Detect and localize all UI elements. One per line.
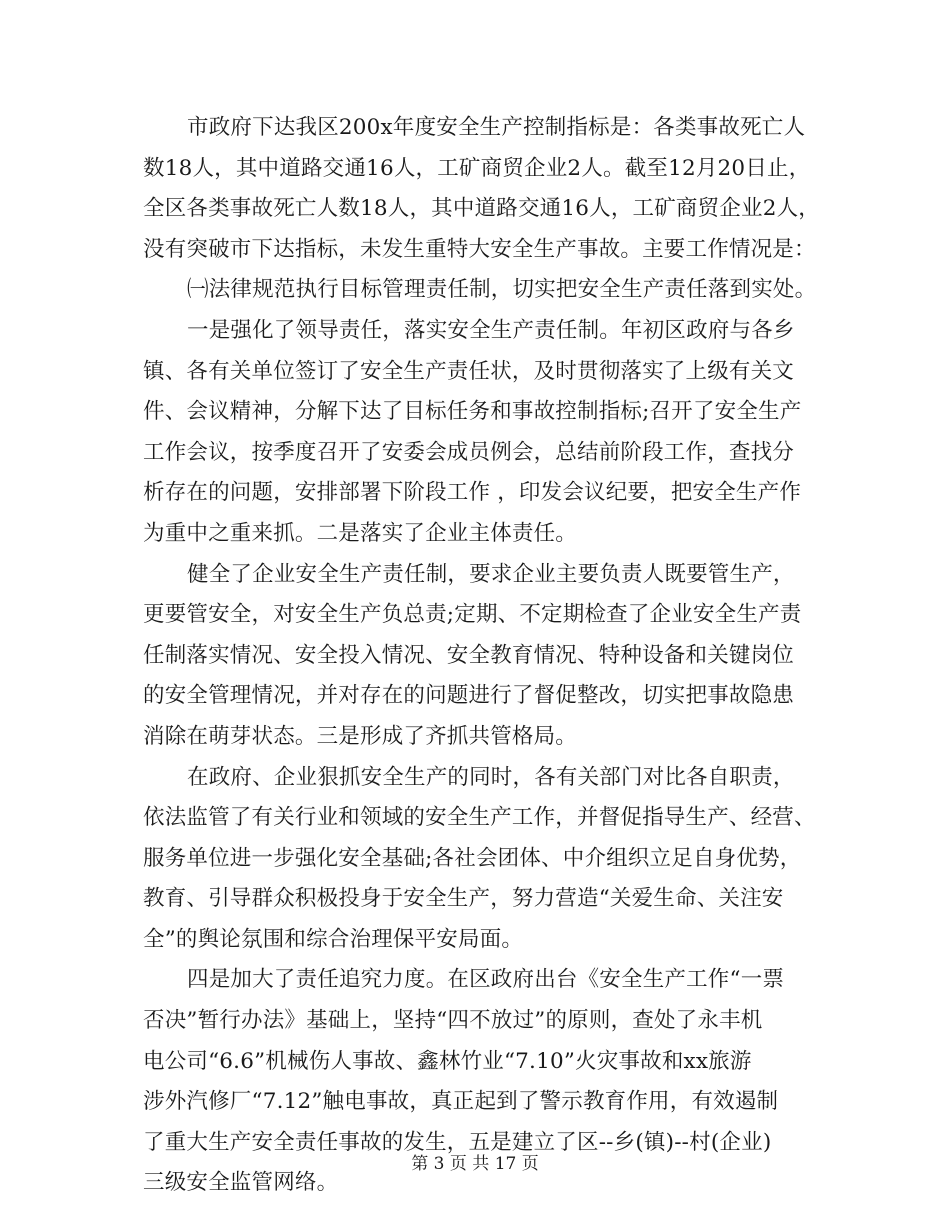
text-line: 市政府下达我区200x年度安全生产控制指标是：各类事故死亡人 [187, 115, 806, 140]
text-line: 更要管安全，对安全生产负总责;定期、不定期检查了企业安全生产责 [143, 602, 802, 628]
document-body [143, 108, 823, 1204]
text-line: 析存在的问题，安排部署下阶段工作 ，印发会议纪要，把安全生产作 [143, 480, 802, 506]
text-line: 健全了企业安全生产责任制，要求企业主要负责人既要管生产， [187, 561, 795, 587]
text-line: 依法监管了有关行业和领域的安全生产工作，并督促指导生产、经营、 [143, 805, 816, 831]
text-line: 全区各类事故死亡人数18人，其中道路交通16人，工矿商贸企业2人， [143, 196, 820, 222]
text-line: 四是加大了责任追究力度。在区政府出台《安全生产工作“一票 [187, 967, 785, 993]
text-line: 电公司“6.6”机械伤人事故、鑫林竹业“7.10”火灾事故和xx旅游 [143, 1048, 752, 1074]
section-heading: ㈠法律规范执行目标管理责任制，切实把安全生产责任落到实处。 [187, 277, 817, 303]
text-line: 工作会议，按季度召开了安委会成员例会，总结前阶段工作，查找分 [143, 439, 795, 465]
text-line: 教育、引导群众积极投身于安全生产，努力营造“关爱生命、关注安 [143, 886, 784, 912]
text-line: 三级安全监管网络。 [143, 1170, 339, 1196]
text-line: 消除在萌芽状态。三是形成了齐抓共管格局。 [143, 723, 578, 749]
text-line: 服务单位进一步强化安全基础;各社会团体、中介组织立足自身优势， [143, 845, 802, 871]
text-line: 任制落实情况、安全投入情况、安全教育情况、特种设备和关键岗位 [143, 642, 795, 668]
text-line: 的安全管理情况，并对存在的问题进行了督促整改，切实把事故隐患 [143, 683, 795, 709]
text-line: 为重中之重来抓。二是落实了企业主体责任。 [143, 520, 578, 546]
text-line: 了重大生产安全责任事故的发生，五是建立了区--乡(镇)--村(企业) [143, 1129, 772, 1155]
text-line: 否决”暂行办法》基础上，坚持“四不放过”的原则，查处了永丰机 [143, 1008, 763, 1034]
text-line: 全”的舆论氛围和综合治理保平安局面。 [143, 926, 524, 952]
text-line: 数18人，其中道路交通16人，工矿商贸企业2人。截至12月20日止， [143, 155, 811, 181]
text-line: 一是强化了领导责任，落实安全生产责任制。年初区政府与各乡 [187, 317, 795, 343]
text-line: 没有突破市下达指标，未发生重特大安全生产事故。主要工作情况是： [143, 236, 816, 262]
text-line: 镇、各有关单位签订了安全生产责任状，及时贯彻落实了上级有关文 [143, 358, 795, 384]
text-line: 件、会议精神，分解下达了目标任务和事故控制指标;召开了安全生产 [143, 399, 802, 425]
page-number-footer: 第 3 页 共 17 页 [411, 1154, 539, 1174]
text-line: 在政府、企业狠抓安全生产的同时，各有关部门对比各自职责， [187, 764, 795, 790]
text-line: 涉外汽修厂“7.12”触电事故，真正起到了警示教育作用，有效遏制 [143, 1089, 779, 1115]
